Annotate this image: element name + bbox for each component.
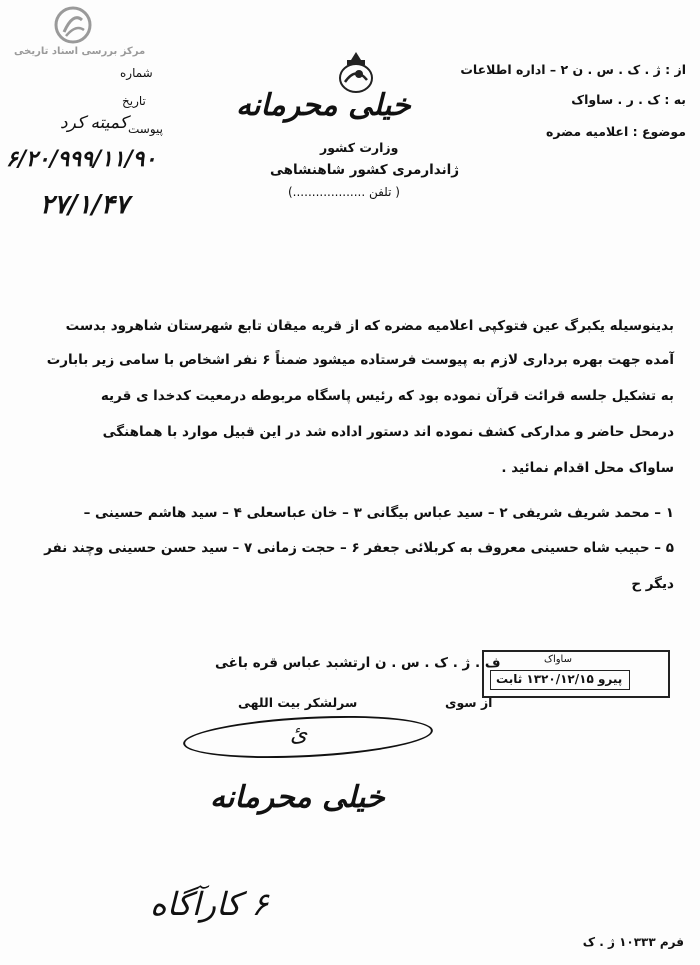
signature-name: سرلشکر بیت اللهی [238, 695, 358, 710]
stamp-label: ساواک [544, 654, 572, 665]
from-line: از : ژ . ک . س . ن ۲ – اداره اطلاعات [460, 62, 686, 77]
number-value: ۶/۲۰/۹۹۹/۱۱/۹۰ [6, 146, 157, 172]
subject-line: موضوع : اعلامیه مضره [545, 124, 686, 139]
attachment-value: کمیته کرد [60, 113, 128, 133]
ministry-name: وزارت کشور [320, 140, 399, 155]
received-stamp [482, 650, 670, 698]
watermark [14, 6, 146, 66]
phone-line: ( تلفن ...................) [288, 185, 400, 199]
watermark-text: مرکز بررسی اسناد تاریخی [14, 46, 146, 57]
names-line: ۵ – حبیب شاه حسینی معروف به کربلائی جعفر ۶ – حجت زمانی ۷ – سید حسن حسینی وچند نفر [44, 540, 674, 556]
body-line: به تشکیل جلسه قرائت قرآن نموده بود که رئیس پاسگاه مربوطه درمعیت کدخدا ی قریه [100, 388, 674, 404]
date-value: ۲۷/۱/۴۷ [40, 190, 129, 220]
stamp-value: پیرو ۱۳۲۰/۱۲/۱۵ ثابت [496, 672, 623, 686]
body-line: بدینوسیله یکبرگ عین فتوکپی اعلامیه مضره که از قریه میقان تابع شهرستان شاهرود بدست [65, 318, 674, 334]
number-label: شماره [120, 66, 153, 80]
handwritten-note: ۶ کارآگاه [150, 885, 269, 923]
to-line: به : ک . ر . ساواک [571, 92, 686, 107]
body-line: آمده جهت بهره برداری لازم به پیوست فرستاده میشود ضمناً ۶ نفر اشخاص با سامی زیر بابارت [46, 352, 674, 368]
archive-logo-icon [54, 6, 92, 44]
classification-title: خیلی محرمانه [236, 88, 411, 123]
classification-bottom: خیلی محرمانه [210, 780, 385, 815]
signature-scribble-icon: ئ [290, 722, 308, 747]
emblem-icon [335, 50, 377, 100]
signature-oval [182, 710, 434, 763]
signature-on-behalf: از سوی [445, 695, 493, 710]
date-label: تاریخ [122, 94, 146, 108]
body-line: درمحل حاضر و مدارکی کشف نموده اند دستور اداده شد در این قبیل موارد با هماهنگی [102, 424, 674, 440]
names-line: ۱ – محمد شریف شریفی ۲ – سید عباس بیگانی ۳ – خان عباسعلی ۴ – سید هاشم حسینی – [83, 505, 674, 521]
office-name: ژاندارمری کشور شاهنشاهی [270, 162, 460, 178]
body-line: ساواک محل اقدام نمائید . [501, 460, 674, 476]
form-number: فرم ۱۰۳۳۳ ژ . ک [582, 935, 684, 949]
signature-line: ف . ژ . ک . س . ن ارتشبد عباس قره باغی [215, 655, 501, 671]
attachment-label: پیوست [128, 122, 163, 136]
names-line: دیگر ح [631, 576, 674, 592]
